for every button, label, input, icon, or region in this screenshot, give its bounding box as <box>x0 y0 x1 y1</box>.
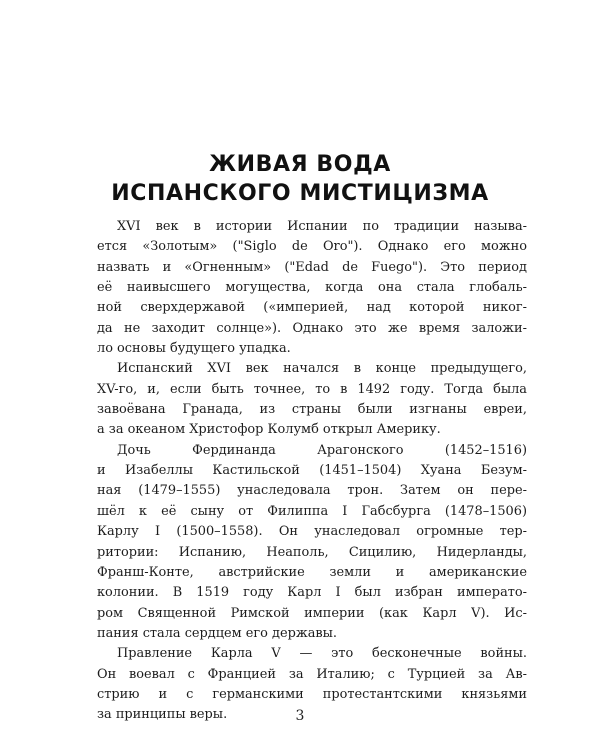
page-number: 3 <box>295 708 305 724</box>
text-line: шёл к её сыну от Филиппа I Габсбурга (1478–1506) <box>97 503 527 519</box>
body-text <box>97 217 527 726</box>
text-line: завоёвана Гранада, из страны были изгнаны евреи, <box>97 402 527 418</box>
chapter-title-line-1: ЖИВАЯ ВОДА <box>209 152 391 177</box>
text-line: за принципы веры. <box>97 707 228 723</box>
text-line: стрию и с германскими протестантскими князьями <box>97 686 527 702</box>
text-line: ется «Золотым» ("Siglo de Oro"). Однако его можно <box>97 239 527 255</box>
text-line: ной сверхдержавой («империей, над которой никог- <box>97 300 527 316</box>
paragraph <box>97 359 527 440</box>
text-line: Франш-Конте, австрийские земли и американские <box>97 564 527 580</box>
text-line: назвать и «Огненным» ("Edad de Fuego"). Это период <box>97 259 527 275</box>
text-line: Карлу I (1500–1558). Он унаследовал огромные тер- <box>97 524 527 540</box>
paragraph <box>97 441 527 644</box>
text-line: Правление Карла V — это бесконечные войны. <box>117 646 527 662</box>
text-line: XV-го, и, если быть точнее, то в 1492 году. Тогда была <box>97 381 527 397</box>
text-line: Дочь Фердинанда Арагонского (1452–1516) <box>117 442 527 458</box>
text-line: ритории: Испанию, Неаполь, Сицилию, Нидерланды, <box>97 544 527 560</box>
text-line: XVI век в истории Испании по традиции называ- <box>117 219 527 234</box>
chapter-title <box>0 150 600 208</box>
text-line: ром Священной Римской империи (как Карл V). Ис- <box>97 605 527 621</box>
text-line: а за океаном Христофор Колумб открыл Америку. <box>97 422 441 438</box>
paragraph <box>97 217 527 359</box>
text-line: и Изабеллы Кастильской (1451–1504) Хуана Безум- <box>97 463 527 479</box>
text-line: Он воевал с Францией за Италию; с Турцией за Ав- <box>97 666 527 682</box>
text-line: пания стала сердцем его державы. <box>97 625 337 641</box>
text-line: ная (1479–1555) унаследовала трон. Затем он пере- <box>97 483 527 499</box>
text-line: её наивысшего могущества, когда она стала глобаль- <box>97 280 527 296</box>
text-line: Испанский XVI век начался в конце предыдущего, <box>117 361 527 377</box>
chapter-title-line-2: ИСПАНСКОГО МИСТИЦИЗМА <box>111 181 489 206</box>
text-line: ло основы будущего упадка. <box>97 341 291 357</box>
text-line: да не заходит солнце»). Однако это же время заложи- <box>97 320 527 336</box>
text-line: колонии. В 1519 году Карл I был избран императо- <box>97 585 527 601</box>
